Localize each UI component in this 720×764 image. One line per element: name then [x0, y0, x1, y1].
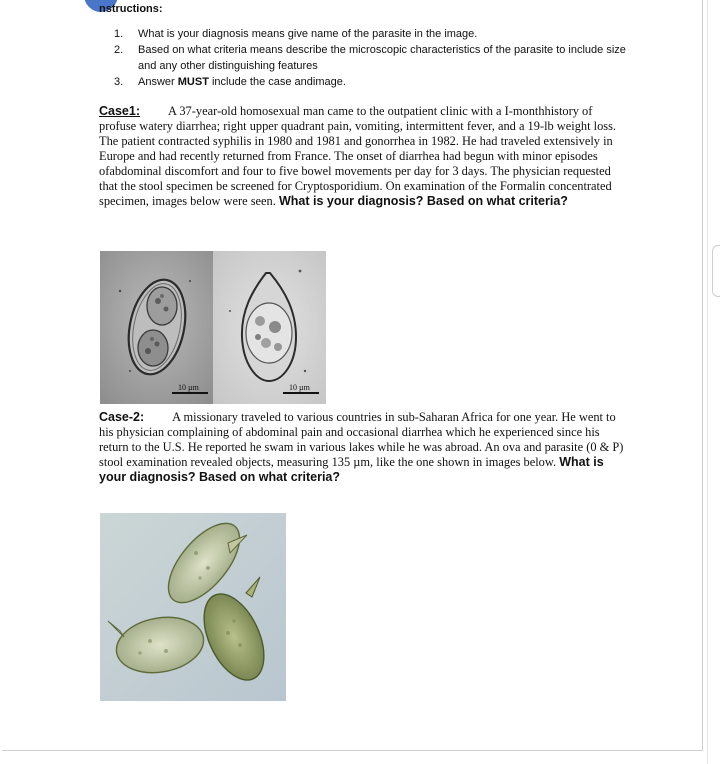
- case2-body: A missionary traveled to various countries in sub-Saharan Africa for one year. He went to his physician complaining of abdominal pain and occasional diarrhea which he experienced since his return to the U.S. He reported he swam in various lakes while he was abroad. An ova and parasite (0 & P) stool examination revealed objects, measuring 135 µm, like the one shown in images below.: [99, 410, 624, 469]
- scale-label-right: 10 µm: [289, 383, 310, 392]
- instruction-text-after: include the case andimage.: [208, 76, 346, 88]
- case1-question: What is your diagnosis? Based on what criteria?: [278, 194, 568, 208]
- case1-body: A 37-year-old homosexual man came to the outpatient clinic with a I-monthhistory of profuse watery diarrhea; right upper quadrant pain, vomiting, intermittent fever, and a 19-lb weight loss. The patient contracted syphilis in 1980 and 1981 and gonorrhea in 1982. He had traveled extensively in Europe and had recently returned from France. The onset of diarrhea had begun with minor episodes ofabdominal discomfort and four to five bowel movements per day for 3 days. The physician requested that the stool specimen be screened for Cryptosporidium. On examination of the Formalin concentrated specimen, images below were seen.: [99, 104, 617, 208]
- instruction-text: [138, 74, 634, 90]
- instruction-item: [114, 42, 634, 74]
- instruction-number: 3.: [114, 76, 124, 88]
- case2-paragraph: [99, 410, 629, 485]
- instruction-number: 2.: [114, 44, 124, 56]
- instruction-number: 1.: [114, 28, 124, 40]
- instruction-item: [114, 74, 634, 90]
- instructions-list: [114, 26, 634, 90]
- case2-micrograph-image: [100, 513, 286, 701]
- side-tab-handle[interactable]: [712, 245, 720, 297]
- instruction-text-before: Answer: [138, 76, 178, 88]
- instruction-text: What is your diagnosis means give name of the parasite in the image.: [138, 28, 478, 40]
- scroll-edge: [707, 0, 720, 764]
- scale-label-left: 10 µm: [178, 383, 199, 392]
- instruction-text: Based on what criteria means describe the microscopic characteristics of the parasite to include size and any other distinguishing features: [138, 44, 626, 72]
- instruction-item: [114, 26, 634, 42]
- case1-paragraph: [99, 104, 629, 209]
- case2-question: What is your diagnosis? Based on what criteria?: [99, 455, 604, 484]
- instruction-text-bold: MUST: [177, 76, 209, 88]
- case1-label: Case1:: [99, 104, 140, 118]
- case2-label: Case-2:: [99, 410, 145, 424]
- case1-micrograph-image: [100, 251, 326, 404]
- instructions-heading: nstructions:: [99, 3, 163, 15]
